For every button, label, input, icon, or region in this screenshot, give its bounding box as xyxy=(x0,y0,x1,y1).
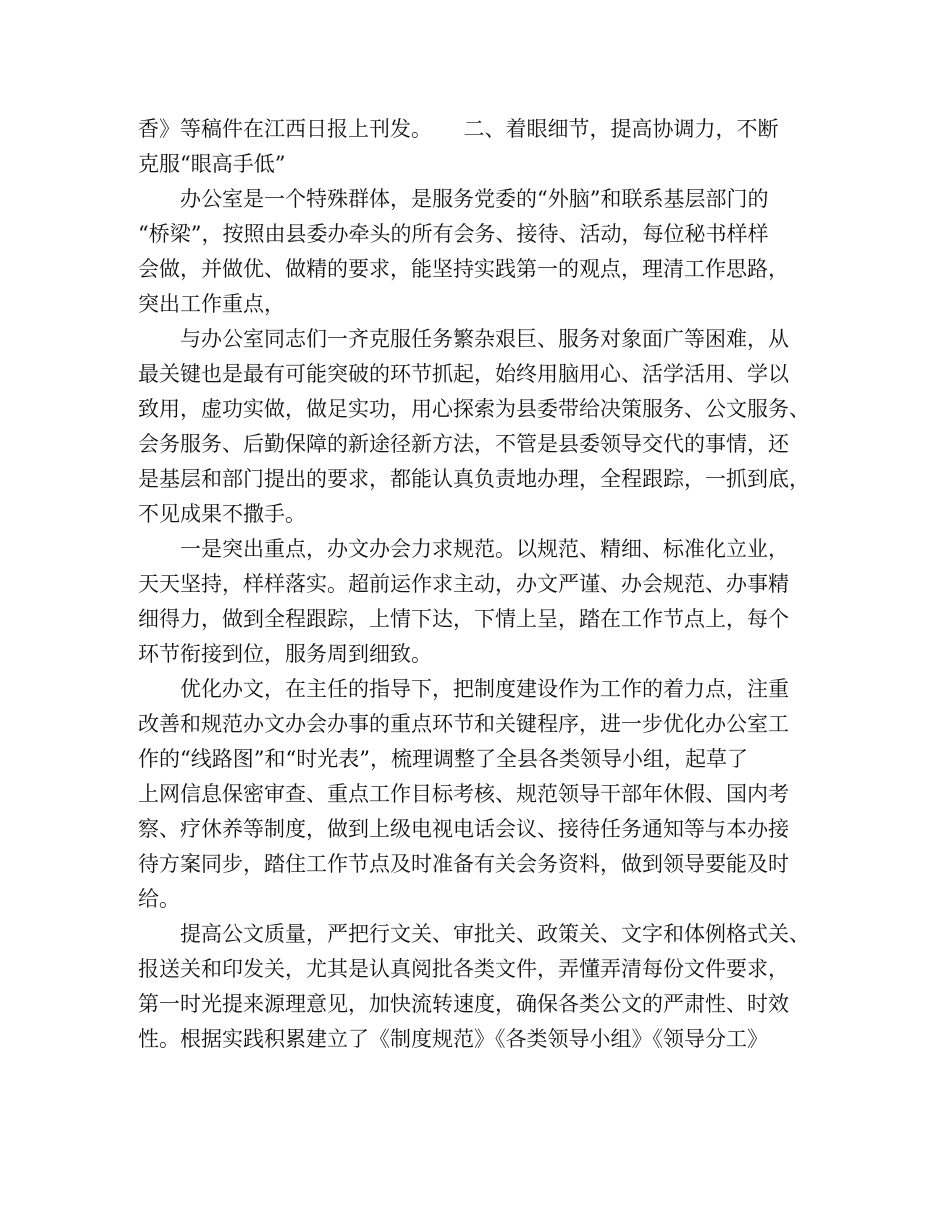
text-line: 察、疗休养等制度，做到上级电视电话会议、接待任务通知等与本办接 xyxy=(138,817,789,841)
text-line: 不见成果不撒手。 xyxy=(138,502,306,526)
text-line: 致用，虚功实做，做足实功，用心探索为县委带给决策服务、公文服务、 xyxy=(138,397,810,421)
text-line: 第一时光提来源理意见，加快流转速度，确保各类公文的严肃性、时效 xyxy=(138,992,789,1016)
paragraph-3 xyxy=(138,322,818,532)
paragraph-5 xyxy=(138,672,818,917)
text-line: 一是突出重点，办文办会力求规范。以规范、精细、标准化立业， xyxy=(180,537,789,561)
text-line: 报送关和印发关，尤其是认真阅批各类文件，弄懂弄清每份文件要求， xyxy=(138,957,789,981)
text-line: 会务服务、后勤保障的新途径新方法，不管是县委领导交代的事情，还 xyxy=(138,432,789,456)
text-line: 改善和规范办文办会办事的重点环节和关键程序，进一步优化办公室工 xyxy=(138,712,789,736)
text-line: 环节衔接到位，服务周到细致。 xyxy=(138,642,432,666)
text-line: 会做，并做优、做精的要求，能坚持实践第一的观点，理清工作思路， xyxy=(138,257,789,281)
text-line: 克服“眼高手低” xyxy=(138,152,286,176)
text-line: “桥梁”，按照由县委办牵头的所有会务、接待、活动，每位秘书样样 xyxy=(138,222,769,246)
paragraph-1 xyxy=(138,112,818,182)
text-line: 上网信息保密审查、重点工作目标考核、规范领导干部年休假、国内考 xyxy=(138,782,789,806)
text-line: 给。 xyxy=(138,887,180,911)
paragraph-4 xyxy=(138,532,818,672)
text-line: 待方案同步，踏住工作节点及时准备有关会务资料，做到领导要能及时 xyxy=(138,852,789,876)
text-line: 是基层和部门提出的要求，都能认真负责地办理，全程跟踪，一抓到底， xyxy=(138,467,810,491)
text-line: 与办公室同志们一齐克服任务繁杂艰巨、服务对象面广等困难，从 xyxy=(180,327,789,351)
text-line: 突出工作重点， xyxy=(138,292,285,316)
text-line: 性。根据实践积累建立了《制度规范》《各类领导小组》《领导分工》 xyxy=(138,1027,768,1051)
text-line: 细得力，做到全程跟踪，上情下达，下情上呈，踏在工作节点上，每个 xyxy=(138,607,789,631)
paragraph-2 xyxy=(138,182,818,322)
paragraph-6 xyxy=(138,917,818,1057)
body-text xyxy=(138,112,818,1057)
text-line: 优化办文，在主任的指导下，把制度建设作为工作的着力点，注重 xyxy=(180,677,789,701)
text-line: 天天坚持，样样落实。超前运作求主动，办文严谨、办会规范、办事精 xyxy=(138,572,789,596)
text-line: 办公室是一个特殊群体，是服务党委的“外脑”和联系基层部门的 xyxy=(180,187,769,211)
text-line: 最关键也是最有可能突破的环节抓起，始终用脑用心、活学活用、学以 xyxy=(138,362,789,386)
text-line: 作的“线路图”和“时光表”，梳理调整了全县各类领导小组，起草了 xyxy=(138,747,748,771)
text-line: 香》等稿件在江西日报上刊发。 二、着眼细节，提高协调力，不断 xyxy=(138,117,779,141)
text-line: 提高公文质量，严把行文关、审批关、政策关、文字和体例格式关、 xyxy=(180,922,810,946)
